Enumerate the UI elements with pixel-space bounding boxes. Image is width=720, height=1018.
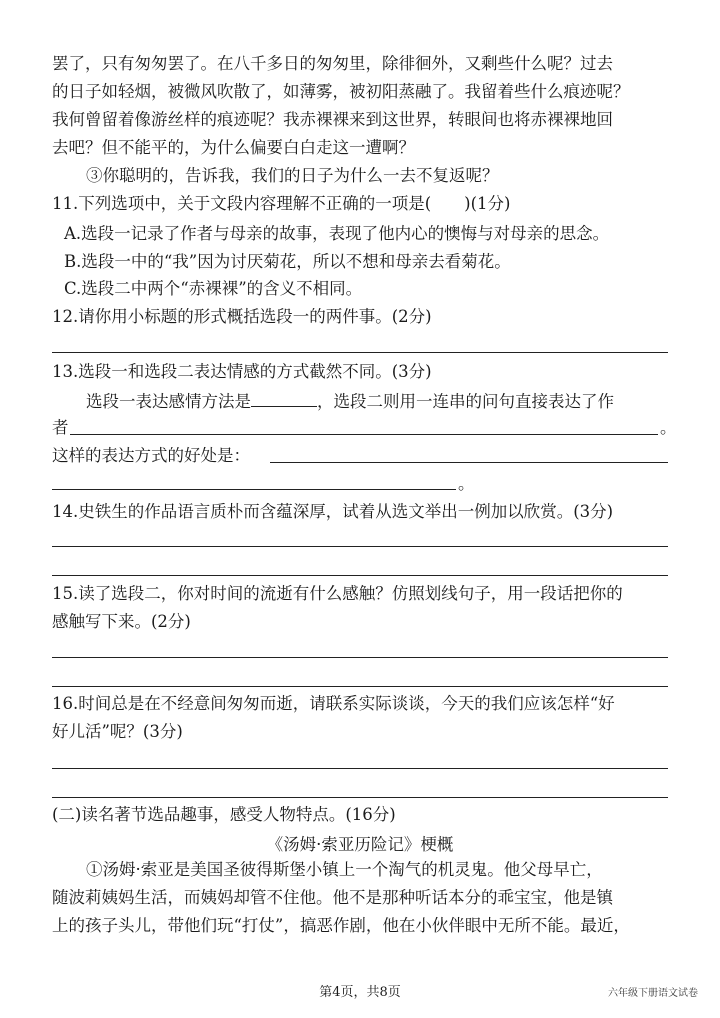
passage-line: 我何曾留着像游丝样的痕迹呢？我赤裸裸来到这世界，转眼间也将赤裸裸地回 (52, 110, 613, 129)
question-15-line: 15.读了选段二，你对时间的流逝有什么感触？仿照划线句子，用一段话把你的 (52, 584, 623, 603)
question-12-stem: 12.请你用小标题的形式概括选段一的两件事。(2分) (52, 307, 432, 326)
question-13-text: ，选段二则用一连串的问句直接表达了作 (317, 392, 614, 411)
answer-blank[interactable] (251, 388, 317, 407)
question-13-text: 这样的表达方式的好处是： (52, 446, 250, 465)
question-11-option-b: B.选段一中的“我”因为讨厌菊花，所以不想和母亲去看菊花。 (64, 252, 511, 271)
question-13-text: 者 (52, 418, 69, 437)
answer-line[interactable] (70, 434, 658, 435)
question-13-stem: 13.选段一和选段二表达情感的方式截然不同。(3分) (52, 362, 432, 381)
answer-line[interactable] (52, 657, 668, 658)
reading-title: 《汤姆·索亚历险记》梗概 (266, 835, 454, 854)
passage-line: 罢了，只有匆匆罢了。在八千多日的匆匆里，除徘徊外，又剩些什么呢？过去 (52, 54, 613, 73)
passage-line: 的日子如轻烟，被微风吹散了，如薄雾，被初阳蒸融了。我留着些什么痕迹呢？ (52, 82, 630, 101)
question-11-stem: 11.下列选项中，关于文段内容理解不正确的一项是( )(1分) (52, 194, 511, 213)
reading-line: 随波莉姨妈生活，而姨妈却管不住他。他不是那种听话本分的乖宝宝，他是镇 (52, 888, 613, 907)
question-11-option-c: C.选段二中两个“赤裸裸”的含义不相同。 (64, 279, 363, 298)
section-heading: (二)读名著节选品趣事，感受人物特点。(16分) (52, 805, 396, 824)
question-15-line: 感触写下来。(2分) (52, 612, 191, 631)
question-13-text: 。 (458, 474, 475, 493)
question-16-line: 好儿活”呢？(3分) (52, 722, 183, 741)
answer-line[interactable] (270, 462, 668, 463)
question-11-option-a: A.选段一记录了作者与母亲的故事，表现了他内心的懊悔与对母亲的思念。 (64, 224, 610, 243)
question-13-text: 。 (660, 418, 677, 437)
page-number: 第4页，共8页 (319, 985, 401, 1000)
answer-line[interactable] (52, 686, 668, 687)
question-14-stem: 14.史铁生的作品语言质朴而含蕴深厚，试着从选文举出一例加以欣赏。(3分) (52, 502, 614, 521)
answer-line[interactable] (52, 797, 668, 798)
passage-line: ③你聪明的，告诉我，我们的日子为什么一去不复返呢？ (86, 166, 499, 185)
answer-line[interactable] (52, 352, 668, 353)
exam-name: 六年级下册语文试卷 (608, 988, 698, 999)
reading-line: ①汤姆·索亚是美国圣彼得斯堡小镇上一个淘气的机灵鬼。他父母早亡， (86, 860, 603, 879)
answer-line[interactable] (52, 575, 668, 576)
question-13-text: 选段一表达感情方法是 (86, 392, 251, 411)
answer-line[interactable] (52, 546, 668, 547)
answer-line[interactable] (52, 489, 456, 490)
question-13-line (86, 388, 614, 414)
reading-line: 上的孩子头儿，带他们玩“打仗”，搞恶作剧，他在小伙伴眼中无所不能。最近， (52, 916, 630, 935)
answer-line[interactable] (52, 768, 668, 769)
passage-line: 去吧？但不能平的，为什么偏要白白走这一遭啊？ (52, 138, 415, 157)
question-16-line: 16.时间总是在不经意间匆匆而逝，请联系实际谈谈，今天的我们应该怎样“好 (52, 694, 615, 713)
